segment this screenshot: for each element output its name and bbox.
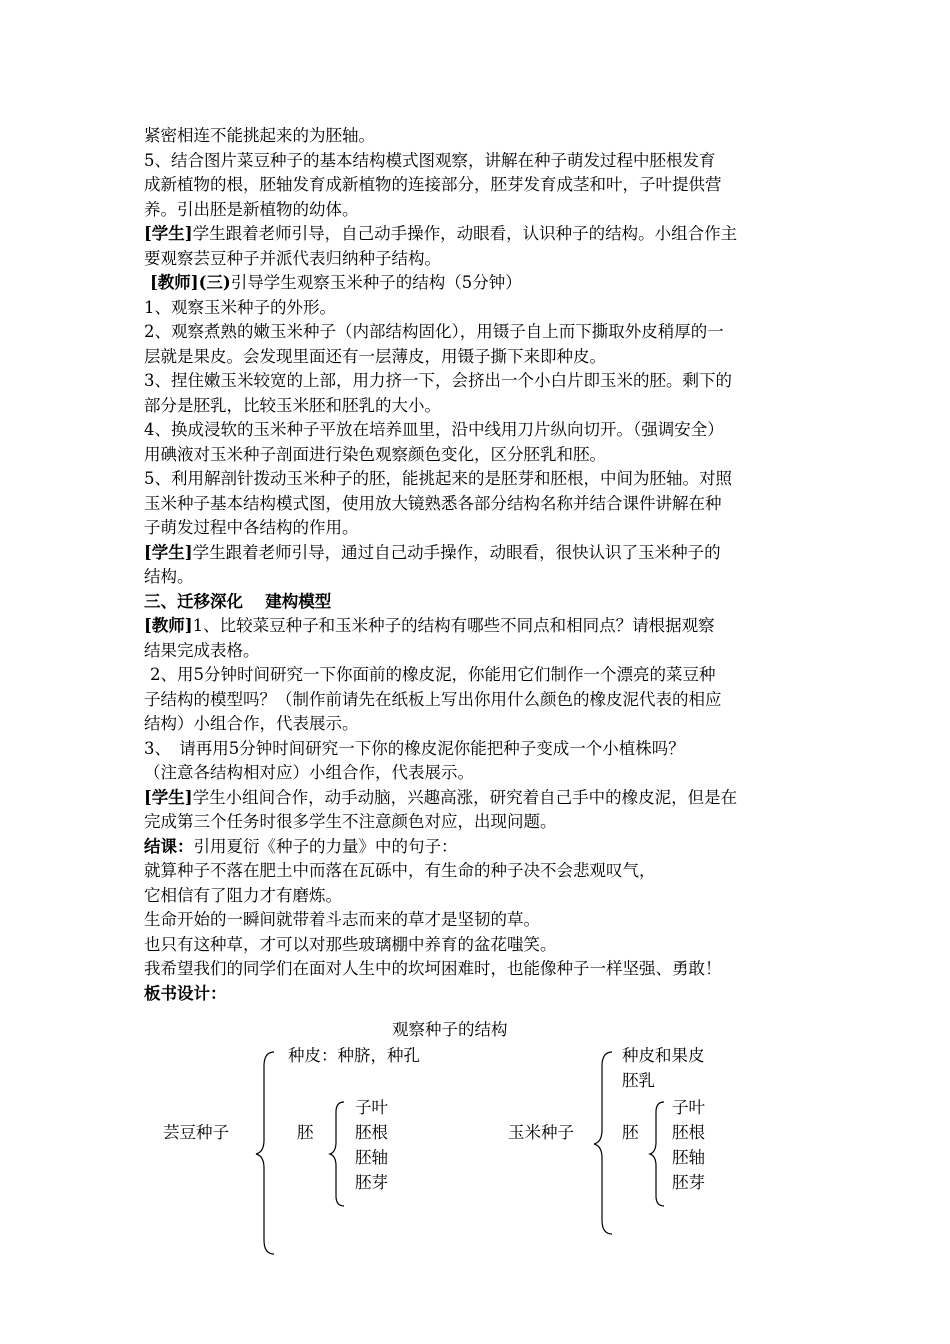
text-line	[144, 786, 816, 811]
text-line	[144, 492, 816, 517]
left-seed-name: 芸豆种子	[163, 1123, 229, 1142]
right-endosperm: 胚乳	[622, 1071, 655, 1090]
text-line	[144, 957, 816, 982]
line-text: 4、换成浸软的玉米种子平放在培养皿里，沿中线用刀片纵向切开。（强调安全）	[144, 420, 724, 439]
line-text: （注意各结构相对应）小组合作，代表展示。	[144, 763, 474, 782]
right-embryo-label: 胚	[622, 1123, 639, 1142]
line-text: 养。引出胚是新植物的幼体。	[144, 199, 359, 219]
text-line	[144, 394, 816, 419]
left-embryo-brace	[326, 1098, 350, 1210]
line-text: 5、利用解剖针拨动玉米种子的胚，能挑起来的是胚芽和胚根，中间为胚轴。对照	[144, 469, 732, 488]
text-line	[144, 688, 816, 713]
text-line	[144, 541, 816, 566]
text-line	[144, 859, 816, 884]
line-text: 成新植物的根，胚轴发育成新植物的连接部分，胚芽发育成茎和叶，子叶提供营	[144, 175, 722, 194]
right-outer-brace	[590, 1048, 620, 1238]
left-part-1: 胚根	[355, 1123, 388, 1142]
left-part-2: 胚轴	[355, 1148, 388, 1167]
line-label: [学生]	[144, 787, 193, 807]
line-text: 3、 请再用5分钟时间研究一下你的橡皮泥你能把种子变成一个小植株吗？	[144, 738, 685, 758]
line-text: 3、捏住嫩玉米较宽的上部，用力挤一下，会挤出一个小白片即玉米的胚。剩下的	[144, 371, 732, 390]
text-line	[144, 663, 816, 688]
right-part-0: 子叶	[672, 1098, 705, 1117]
text-line	[144, 737, 816, 762]
line-text: 完成第三个任务时很多学生不注意颜色对应，出现问题。	[144, 812, 557, 831]
text-line	[144, 908, 816, 933]
line-label: [学生]	[144, 224, 193, 243]
text-line	[144, 345, 816, 370]
text-line	[144, 222, 816, 247]
line-text: 部分是胚乳，比较玉米胚和胚乳的大小。	[144, 395, 441, 415]
right-seed-coat: 种皮和果皮	[622, 1046, 705, 1065]
left-embryo-label: 胚	[297, 1123, 314, 1142]
right-embryo-brace	[646, 1098, 670, 1210]
text-line	[144, 712, 816, 737]
line-label: 板书设计：	[144, 983, 227, 1003]
line-text: 引用夏衍《种子的力量》中的句子：	[193, 836, 458, 856]
text-line	[144, 982, 816, 1007]
line-label: 结课：	[144, 836, 194, 856]
line-text: 引导学生观察玉米种子的结构（5分钟）	[230, 273, 522, 292]
line-text: 子结构的模型吗？（制作前请先在纸板上写出你用什么颜色的橡皮泥代表的相应	[144, 689, 722, 709]
right-seed-name: 玉米种子	[508, 1123, 574, 1142]
text-line	[144, 124, 816, 149]
line-label: [教师](三)	[150, 273, 231, 292]
line-text: 学生跟着老师引导，自己动手操作，动眼看，认识种子的结构。小组合作主	[192, 224, 738, 243]
line-text: 学生跟着老师引导，通过自己动手操作，动眼看，很快认识了玉米种子的	[192, 542, 721, 562]
board-design-diagram	[0, 1018, 950, 1248]
line-label: 三、迁移深化 建构模型	[144, 591, 332, 611]
right-part-2: 胚轴	[672, 1148, 705, 1167]
text-line	[144, 810, 816, 835]
left-part-0: 子叶	[355, 1098, 388, 1117]
line-text: 1、观察玉米种子的外形。	[144, 297, 336, 317]
text-line	[144, 247, 816, 272]
text-line	[144, 369, 816, 394]
text-line	[144, 320, 816, 345]
text-line	[144, 516, 816, 541]
line-text: 玉米种子基本结构模式图，使用放大镜熟悉各部分结构名称并结合课件讲解在种	[144, 493, 722, 513]
text-line	[144, 761, 816, 786]
line-text: 结构。	[144, 567, 194, 586]
text-line	[144, 418, 816, 443]
line-text: 生命开始的一瞬间就带着斗志而来的草才是坚韧的草。	[144, 910, 540, 929]
line-label: [学生]	[144, 542, 193, 562]
line-text: 1、比较菜豆种子和玉米种子的结构有哪些不同点和相同点？请根据观察	[192, 616, 715, 635]
left-part-3: 胚芽	[355, 1173, 388, 1192]
line-text: 紧密相连不能挑起来的为胚轴。	[144, 126, 375, 145]
text-line	[144, 443, 816, 468]
right-part-1: 胚根	[672, 1123, 705, 1142]
line-text: 2、观察煮熟的嫩玉米种子（内部结构固化），用镊子自上而下撕取外皮稍厚的一	[144, 322, 724, 341]
line-text: 5、结合图片菜豆种子的基本结构模式图观察，讲解在种子萌发过程中胚根发育	[144, 150, 716, 170]
left-outer-brace	[252, 1048, 282, 1258]
line-label: [教师]	[144, 616, 193, 635]
text-line	[144, 173, 816, 198]
line-text: 也只有这种草，才可以对那些玻璃棚中养育的盆花嗤笑。	[144, 934, 557, 954]
line-text: 它相信有了阻力才有磨炼。	[144, 885, 342, 905]
text-line	[144, 884, 816, 909]
line-text: 要观察芸豆种子并派代表归纳种子结构。	[144, 248, 441, 268]
text-line	[144, 639, 816, 664]
text-line	[144, 271, 816, 296]
text-line	[144, 933, 816, 958]
right-part-3: 胚芽	[672, 1173, 705, 1192]
text-line	[144, 198, 816, 223]
line-text: 子萌发过程中各结构的作用。	[144, 518, 359, 537]
board-title: 观察种子的结构	[392, 1020, 508, 1039]
text-line	[144, 614, 816, 639]
line-text: 结果完成表格。	[144, 640, 260, 660]
document-body	[144, 124, 816, 1006]
left-seed-coat: 种皮：种脐，种孔	[288, 1046, 420, 1065]
line-text: 层就是果皮。会发现里面还有一层薄皮，用镊子撕下来即种皮。	[144, 346, 606, 366]
line-text: 结构）小组合作，代表展示。	[144, 714, 359, 733]
text-line	[144, 296, 816, 321]
line-text: 用碘液对玉米种子剖面进行染色观察颜色变化，区分胚乳和胚。	[144, 444, 606, 464]
text-line	[144, 835, 816, 860]
text-line	[144, 149, 816, 174]
text-line	[144, 590, 816, 615]
line-text: 学生小组间合作，动手动脑，兴趣高涨，研究着自己手中的橡皮泥，但是在	[192, 787, 738, 807]
line-text: 就算种子不落在肥土中而落在瓦砾中，有生命的种子决不会悲观叹气，	[144, 861, 656, 880]
line-text: 我希望我们的同学们在面对人生中的坎坷困难时，也能像种子一样坚强、勇敢！	[144, 959, 722, 978]
text-line	[144, 467, 816, 492]
line-text: 2、用5分钟时间研究一下你面前的橡皮泥，你能用它们制作一个漂亮的菜豆种	[150, 665, 716, 684]
text-line	[144, 565, 816, 590]
